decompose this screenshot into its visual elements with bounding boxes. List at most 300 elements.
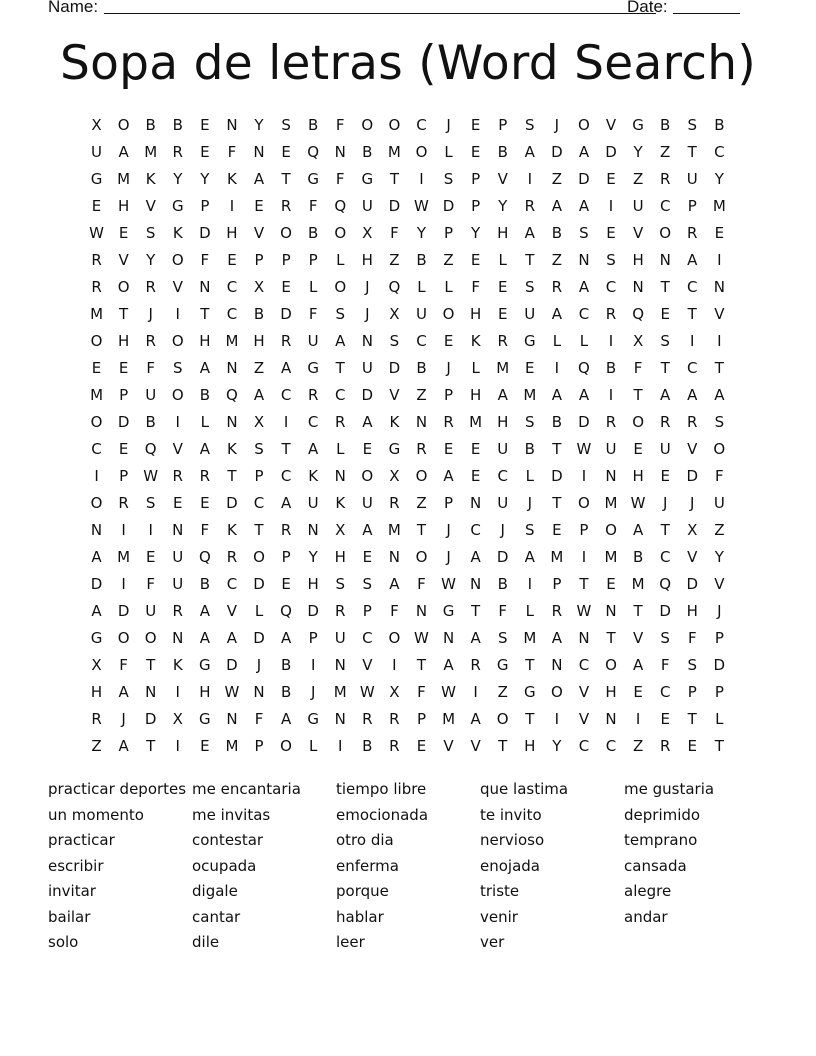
grid-letter: Y <box>308 548 318 566</box>
grid-letter: U <box>686 170 698 188</box>
grid-letter: I <box>717 251 722 269</box>
grid-letter: E <box>118 224 129 242</box>
grid-letter: D <box>361 386 374 404</box>
grid-letter: T <box>416 521 427 539</box>
grid-letter: X <box>687 521 698 539</box>
date-label: Date: <box>627 0 668 16</box>
grid-letter: T <box>389 170 399 188</box>
grid-letter: Q <box>388 278 401 296</box>
grid-letter: W <box>89 224 104 242</box>
grid-letter: E <box>200 143 210 161</box>
grid-letter: E <box>254 197 264 215</box>
grid-letter: D <box>226 494 238 512</box>
grid-letter: H <box>605 683 617 701</box>
grid-letter: D <box>90 575 103 593</box>
grid-letter: N <box>253 683 265 701</box>
grid-letter: K <box>389 413 400 431</box>
grid-letter: R <box>551 278 563 296</box>
grid-letter: B <box>660 116 671 134</box>
grid-letter: S <box>525 278 535 296</box>
grid-letter: U <box>361 494 373 512</box>
grid-letter: I <box>690 332 695 350</box>
grid-letter: G <box>90 170 103 188</box>
grid-letter: B <box>280 656 292 674</box>
grid-letter: A <box>551 386 562 404</box>
grid-letter: A <box>443 467 454 485</box>
grid-letter: X <box>91 116 102 134</box>
grid-letter: R <box>389 710 400 728</box>
grid-letter: V <box>389 386 400 404</box>
grid-letter: O <box>334 224 347 242</box>
grid-letter: H <box>199 683 211 701</box>
grid-letter: N <box>199 278 211 296</box>
grid-letter: D <box>307 602 319 620</box>
grid-letter: P <box>119 386 129 404</box>
grid-letter: C <box>659 548 671 566</box>
grid-letter: O <box>117 278 130 296</box>
grid-letter: N <box>90 521 103 539</box>
grid-letter: E <box>470 143 481 161</box>
grid-letter: H <box>226 224 238 242</box>
grid-letter: F <box>200 521 210 539</box>
grid-letter: T <box>687 143 697 161</box>
grid-letter: T <box>633 602 643 620</box>
word-list-item: leer <box>336 933 365 951</box>
word-list-item: hablar <box>336 907 384 926</box>
grid-letter: O <box>171 332 184 350</box>
grid-letter: O <box>334 278 347 296</box>
grid-letter: U <box>524 305 536 323</box>
word-list-item: emocionada <box>336 805 429 824</box>
grid-letter: G <box>307 170 319 188</box>
grid-letter: Q <box>578 359 590 377</box>
grid-letter: I <box>473 683 478 701</box>
grid-letter: U <box>91 143 103 161</box>
grid-letter: E <box>633 683 643 701</box>
grid-letter: P <box>281 251 291 269</box>
grid-row <box>83 409 733 436</box>
grid-letter: P <box>254 737 264 755</box>
grid-letter: B <box>280 683 292 701</box>
grid-letter: N <box>605 602 617 620</box>
grid-letter: A <box>280 494 292 512</box>
grid-letter: Q <box>334 197 347 215</box>
grid-letter: P <box>498 116 508 134</box>
grid-letter: V <box>605 116 617 134</box>
grid-letter: S <box>254 440 264 458</box>
grid-letter: V <box>714 305 725 323</box>
grid-letter: T <box>416 656 427 674</box>
grid-letter: N <box>605 467 617 485</box>
grid-letter: T <box>525 710 535 728</box>
grid-letter: L <box>579 332 589 350</box>
grid-letter: M <box>712 197 726 215</box>
grid-letter: O <box>117 116 130 134</box>
grid-letter: N <box>334 710 346 728</box>
grid-letter: R <box>280 521 292 539</box>
grid-letter: L <box>715 710 724 728</box>
grid-letter: U <box>145 602 157 620</box>
grid-letter: S <box>714 413 725 431</box>
grid-letter: C <box>280 386 292 404</box>
grid-letter: J <box>446 359 451 377</box>
grid-letter: C <box>605 278 617 296</box>
grid-letter: B <box>199 386 210 404</box>
grid-letter: R <box>362 710 373 728</box>
grid-letter: Y <box>173 170 183 188</box>
grid-letter: S <box>579 224 589 242</box>
grid-letter: O <box>361 467 374 485</box>
grid-letter: R <box>389 494 400 512</box>
word-column <box>480 778 624 957</box>
grid-letter: P <box>687 683 697 701</box>
grid-letter: U <box>415 305 427 323</box>
grid-letter: A <box>497 386 508 404</box>
grid-letter: O <box>578 494 590 512</box>
grid-row <box>83 490 733 517</box>
grid-letter: F <box>335 116 345 134</box>
grid-letter: D <box>551 143 563 161</box>
grid-letter: O <box>144 629 157 647</box>
grid-letter: A <box>362 413 373 431</box>
grid-letter: V <box>145 197 156 215</box>
word-column <box>48 778 192 957</box>
grid-letter: H <box>307 575 319 593</box>
grid-letter: A <box>551 197 562 215</box>
word-list-item: invitar <box>48 882 96 900</box>
grid-letter: W <box>414 629 429 647</box>
grid-row <box>83 571 733 598</box>
grid-letter: U <box>145 386 157 404</box>
grid-letter: M <box>469 413 483 431</box>
grid-letter: F <box>390 602 399 620</box>
grid-letter: T <box>498 737 508 755</box>
word-list-item: contestar <box>192 831 264 849</box>
grid-letter: S <box>389 332 400 350</box>
grid-letter: E <box>660 467 670 485</box>
grid-letter: I <box>608 197 614 215</box>
grid-letter: T <box>335 359 345 377</box>
grid-letter: R <box>91 278 102 296</box>
grid-letter: Z <box>551 251 562 269</box>
grid-letter: D <box>117 602 130 620</box>
grid-letter: F <box>417 575 426 593</box>
grid-letter: Z <box>416 386 427 404</box>
grid-letter: O <box>90 494 103 512</box>
grid-letter: R <box>307 386 319 404</box>
grid-letter: A <box>118 683 129 701</box>
word-list-item: dile <box>192 933 220 951</box>
word-list-item: deprimido <box>624 805 701 824</box>
grid-letter: B <box>172 116 183 134</box>
grid-letter: A <box>687 386 698 404</box>
grid-letter: T <box>281 440 291 458</box>
grid-letter: G <box>523 332 536 350</box>
grid-letter: N <box>226 710 238 728</box>
grid-letter: I <box>419 170 424 188</box>
grid-letter: I <box>581 548 587 566</box>
grid-letter: P <box>416 710 426 728</box>
grid-letter: J <box>690 494 695 512</box>
grid-letter: K <box>227 170 237 188</box>
grid-letter: N <box>470 494 482 512</box>
grid-letter: I <box>554 359 560 377</box>
grid-letter: O <box>632 413 644 431</box>
grid-letter: M <box>144 143 158 161</box>
grid-letter: W <box>576 602 592 620</box>
grid-letter: R <box>172 602 183 620</box>
grid-letter: M <box>90 305 104 323</box>
grid-letter: T <box>714 359 724 377</box>
grid-letter: O <box>280 737 292 755</box>
grid-letter: B <box>253 305 265 323</box>
grid-letter: E <box>200 737 210 755</box>
grid-letter: M <box>523 629 537 647</box>
grid-letter: W <box>576 440 592 458</box>
grid-letter: E <box>281 278 291 296</box>
grid-letter: M <box>631 575 645 593</box>
grid-letter: A <box>253 386 265 404</box>
grid-letter: N <box>578 251 590 269</box>
grid-letter: M <box>225 737 239 755</box>
grid-letter: I <box>175 683 180 701</box>
word-list-item: me gustaria <box>624 780 715 798</box>
grid-letter: L <box>254 602 264 620</box>
grid-letter: R <box>91 251 102 269</box>
grid-letter: A <box>578 143 590 161</box>
grid-letter: O <box>496 710 509 728</box>
grid-letter: Y <box>552 737 562 755</box>
grid-letter: O <box>117 629 130 647</box>
grid-letter: E <box>145 548 156 566</box>
grid-letter: C <box>335 386 346 404</box>
grid-letter: E <box>552 521 562 539</box>
grid-letter: C <box>578 737 590 755</box>
grid-letter: B <box>362 143 373 161</box>
grid-letter: A <box>118 737 129 755</box>
grid-row <box>83 679 733 706</box>
grid-letter: X <box>362 224 373 242</box>
grid-row <box>83 598 733 625</box>
grid-letter: T <box>660 521 670 539</box>
grid-letter: R <box>605 413 617 431</box>
grid-letter: O <box>605 656 617 674</box>
grid-letter: N <box>334 467 346 485</box>
grid-letter: A <box>470 710 481 728</box>
grid-letter: J <box>446 521 451 539</box>
grid-letter: D <box>551 467 563 485</box>
grid-letter: A <box>91 602 102 620</box>
grid-letter: D <box>388 359 401 377</box>
grid-row <box>83 625 733 652</box>
grid-letter: S <box>687 116 698 134</box>
grid-letter: U <box>659 440 671 458</box>
grid-letter: Z <box>497 683 508 701</box>
grid-row <box>83 139 733 166</box>
word-list-item: nervioso <box>480 831 545 849</box>
grid-letter: H <box>90 683 103 701</box>
grid-letter: A <box>280 359 292 377</box>
grid-letter: T <box>254 521 264 539</box>
grid-letter: G <box>307 710 319 728</box>
grid-letter: B <box>416 251 427 269</box>
word-list-item: enojada <box>480 856 540 875</box>
grid-letter: X <box>253 413 265 431</box>
grid-letter: I <box>608 332 614 350</box>
grid-letter: F <box>390 224 399 242</box>
grid-letter: J <box>148 305 153 323</box>
grid-letter: A <box>226 629 238 647</box>
grid-letter: N <box>334 656 346 674</box>
grid-letter: B <box>551 224 563 242</box>
grid-letter: Y <box>714 548 724 566</box>
grid-letter: X <box>389 683 400 701</box>
grid-letter: O <box>253 548 265 566</box>
word-list-item: un momento <box>48 805 144 824</box>
grid-letter: I <box>175 413 180 431</box>
grid-letter: B <box>497 575 508 593</box>
grid-letter: H <box>497 413 509 431</box>
grid-letter: N <box>442 629 455 647</box>
grid-letter: E <box>281 575 291 593</box>
grid-letter: B <box>362 737 373 755</box>
grid-letter: P <box>281 548 291 566</box>
grid-letter: U <box>307 332 319 350</box>
grid-letter: R <box>335 602 346 620</box>
grid-letter: J <box>500 521 505 539</box>
grid-letter: K <box>172 656 183 674</box>
grid-letter: S <box>145 494 156 512</box>
grid-letter: F <box>227 143 237 161</box>
grid-letter: O <box>713 440 726 458</box>
grid-letter: Y <box>633 143 643 161</box>
grid-letter: C <box>362 629 373 647</box>
grid-letter: K <box>308 467 319 485</box>
word-list-item: ocupada <box>192 856 257 875</box>
grid-letter: L <box>552 332 562 350</box>
grid-letter: C <box>416 116 427 134</box>
grid-letter: Y <box>146 251 156 269</box>
grid-letter: P <box>444 386 454 404</box>
grid-letter: D <box>117 413 130 431</box>
grid-letter: R <box>280 197 292 215</box>
grid-letter: S <box>443 170 454 188</box>
grid-letter: T <box>146 737 156 755</box>
grid-letter: L <box>336 440 345 458</box>
grid-letter: O <box>550 683 563 701</box>
grid-letter: E <box>687 737 697 755</box>
grid-letter: E <box>118 359 129 377</box>
grid-letter: H <box>469 386 482 404</box>
word-list-item: cantar <box>192 907 241 926</box>
grid-letter: A <box>199 359 210 377</box>
grid-letter: S <box>525 521 535 539</box>
grid-letter: D <box>253 629 265 647</box>
grid-letter: M <box>604 494 618 512</box>
grid-letter: F <box>308 305 318 323</box>
grid-letter: N <box>415 602 428 620</box>
grid-letter: V <box>687 440 698 458</box>
grid-letter: A <box>389 575 400 593</box>
grid-letter: U <box>172 575 184 593</box>
grid-letter: Z <box>632 170 644 188</box>
grid-letter: R <box>280 332 292 350</box>
grid-letter: L <box>308 737 318 755</box>
grid-letter: P <box>308 629 318 647</box>
grid-row <box>83 382 733 409</box>
grid-letter: E <box>227 251 237 269</box>
grid-letter: A <box>524 224 535 242</box>
grid-letter: E <box>281 143 291 161</box>
grid-letter: L <box>498 251 507 269</box>
word-list-item: que lastima <box>480 780 569 798</box>
grid-letter: T <box>552 440 562 458</box>
grid-letter: R <box>659 413 671 431</box>
grid-letter: T <box>606 629 616 647</box>
grid-letter: D <box>280 305 292 323</box>
grid-letter: N <box>632 278 644 296</box>
grid-letter: A <box>578 278 590 296</box>
grid-letter: H <box>117 197 130 215</box>
grid-row <box>83 247 733 274</box>
grid-letter: E <box>200 494 210 512</box>
word-list-item: andar <box>624 907 668 926</box>
word-list-item: te invito <box>480 805 542 824</box>
grid-letter: K <box>470 332 481 350</box>
grid-letter: M <box>117 170 131 188</box>
grid-letter: G <box>523 683 536 701</box>
grid-letter: P <box>444 494 454 512</box>
grid-letter: B <box>524 440 535 458</box>
grid-letter: U <box>361 359 373 377</box>
grid-letter: T <box>633 386 643 404</box>
grid-letter: V <box>118 251 129 269</box>
grid-letter: T <box>552 494 562 512</box>
grid-letter: Y <box>498 197 508 215</box>
grid-letter: Y <box>471 224 481 242</box>
grid-letter: I <box>175 305 180 323</box>
word-list-item: practicar <box>48 831 115 849</box>
grid-letter: H <box>686 602 698 620</box>
grid-letter: C <box>659 683 671 701</box>
grid-letter: A <box>551 305 562 323</box>
grid-letter: F <box>471 278 480 296</box>
grid-letter: E <box>714 224 725 242</box>
grid-letter: E <box>660 305 670 323</box>
grid-letter: C <box>416 332 427 350</box>
grid-letter: U <box>307 494 319 512</box>
grid-letter: P <box>471 197 481 215</box>
word-list-item: solo <box>48 933 79 951</box>
grid-letter: P <box>254 467 264 485</box>
grid-letter: G <box>90 629 103 647</box>
grid-letter: Z <box>660 143 671 161</box>
grid-row <box>83 463 733 490</box>
grid-letter: Z <box>91 737 102 755</box>
grid-letter: F <box>687 629 697 647</box>
grid-letter: S <box>525 116 535 134</box>
grid-letter: I <box>635 710 641 728</box>
grid-letter: J <box>717 602 722 620</box>
grid-letter: S <box>281 116 291 134</box>
grid-letter: E <box>470 116 481 134</box>
grid-letter: O <box>605 521 617 539</box>
grid-letter: R <box>335 413 346 431</box>
grid-letter: T <box>119 305 129 323</box>
grid-letter: K <box>227 440 237 458</box>
grid-letter: V <box>253 224 265 242</box>
grid-letter: U <box>334 629 346 647</box>
